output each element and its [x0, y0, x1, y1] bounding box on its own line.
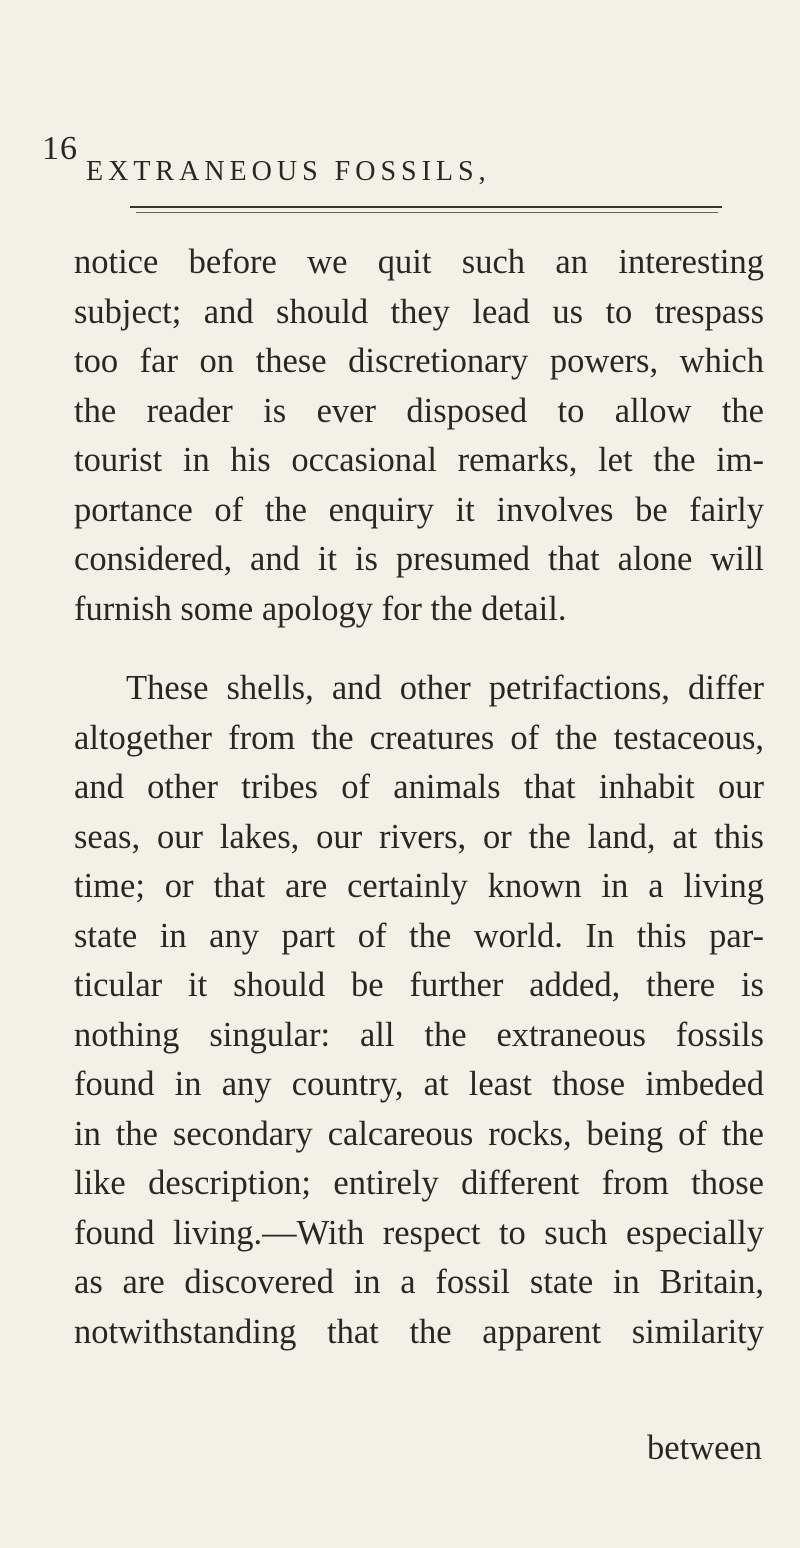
paragraph-2 — [74, 664, 764, 1357]
text-line: altogether from the creatures of the testaceous, — [74, 718, 764, 757]
text-line: in the secondary calcareous rocks, being of the — [74, 1114, 764, 1153]
text-line: as are discovered in a fossil state in Britain, — [74, 1263, 764, 1301]
text-line: considered, and it is presumed that alone will — [74, 540, 764, 578]
text-line: notwithstanding that the apparent similarity — [74, 1312, 764, 1351]
text-line: found living.—With respect to such especially — [74, 1213, 764, 1252]
text-line: and other tribes of animals that inhabit our — [74, 768, 764, 806]
text-line: the reader is ever disposed to allow the — [74, 391, 764, 430]
text-line: notice before we quit such an interesting — [74, 243, 764, 281]
text-line: furnish some apology for the detail. — [74, 589, 567, 628]
header-rule — [130, 206, 722, 208]
text-line: state in any part of the world. In this par- — [74, 916, 764, 955]
catchword: between — [647, 1429, 762, 1467]
text-line: like description; entirely different from those — [74, 1164, 764, 1202]
header-rule-thin — [136, 212, 718, 213]
text-line: nothing singular: all the extraneous fossils — [74, 1015, 764, 1054]
paragraph-1 — [74, 238, 764, 634]
page-number: 16 — [42, 130, 78, 167]
text-line: too far on these discretionary powers, which — [74, 342, 764, 380]
running-head: EXTRANEOUS FOSSILS, — [86, 156, 491, 187]
text-line: These shells, and other petrifactions, differ — [126, 669, 764, 707]
text-line: subject; and should they lead us to trespass — [74, 292, 764, 331]
body-text — [74, 238, 764, 1357]
text-line: tourist in his occasional remarks, let the im- — [74, 441, 764, 479]
text-line: portance of the enquiry it involves be fairly — [74, 490, 764, 529]
text-line: time; or that are certainly known in a living — [74, 867, 764, 905]
text-line: seas, our lakes, our rivers, or the land, at this — [74, 817, 764, 856]
text-line: found in any country, at least those imbeded — [74, 1065, 764, 1103]
text-line: ticular it should be further added, there is — [74, 966, 764, 1004]
